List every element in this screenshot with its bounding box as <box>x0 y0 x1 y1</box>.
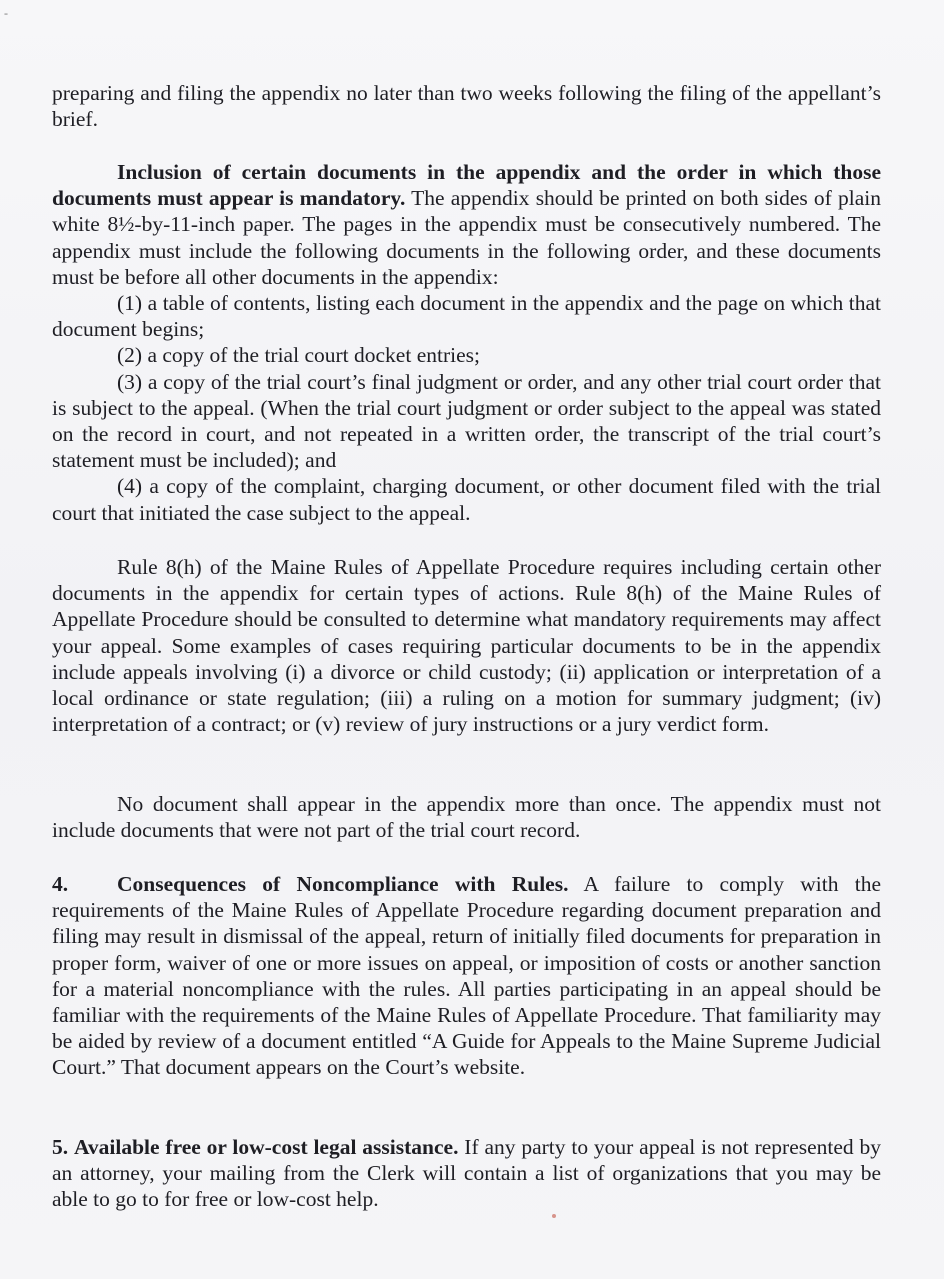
ink-dot <box>552 1214 556 1218</box>
paragraph-no-duplicates <box>52 791 881 843</box>
list-item: (1) a table of contents, listing each document in the appendix and the page on which that document begins; <box>52 291 881 342</box>
paragraph-text: No document shall appear in the appendix more than once. The appendix must not include documents that were not part of the trial court record. <box>52 792 881 843</box>
paragraph-appendix-contents <box>52 159 881 290</box>
paragraph-bold-lead: Inclusion of certain documents in the appendix and the order in which those documents must appear is mandatory. <box>52 160 881 211</box>
paragraph-text: The appendix should be printed on both sides of plain white 8½-by-11-inch paper. The pages in the appendix must be consecutively numbered. The appendix must include the following documents in the following order, and these documents must be before all other documents in the appendix: <box>52 186 881 289</box>
section-4-noncompliance <box>52 871 881 1081</box>
section-heading: Available free or low-cost legal assistance. <box>73 1135 459 1159</box>
scan-mark: - <box>4 6 8 20</box>
list-item: (4) a copy of the complaint, charging document, or other document filed with the trial court that initiated the case subject to the appeal. <box>52 474 881 525</box>
list-item: (2) a copy of the trial court docket entries; <box>117 343 480 368</box>
paragraph-text: Rule 8(h) of the Maine Rules of Appellate Procedure requires including certain other documents in the appendix for certain types of actions. Rule 8(h) of the Maine Rules of Appellate Procedure should be consulted to determine what mandatory requirements may affect your appeal. Some examples of cases requiring particular documents to be in the appendix include appeals involving (i) a divorce or child custody; (ii) application or interpretation of a local ordinance or state regulation; (iii) a ruling on a motion for summary judgment; (iv) interpretation of a contract; or (v) review of jury instructions or a jury verdict form. <box>52 555 881 737</box>
section-text: A failure to comply with the requirements of the Maine Rules of Appellate Procedure regarding document preparation and filing may result in dismissal of the appeal, return of initially filed documents for preparation in proper form, waiver of one or more issues on appeal, or imposition of costs or another sanction for a material noncompliance with the rules. All parties participating in an appeal should be familiar with the requirements of the Maine Rules of Appellate Procedure. That familiarity may be aided by review of a document entitled “A Guide for Appeals to the Maine Supreme Judicial Court.” That document appears on the Court’s website. <box>52 872 881 1080</box>
section-5-legal-assistance <box>52 1134 881 1213</box>
required-documents-list <box>52 290 881 526</box>
paragraph-rule-8h <box>52 554 881 737</box>
section-text: If any party to your appeal is not represented by an attorney, your mailing from the Clerk will contain a list of organizations that you may be able to go to for free or low-cost help. <box>52 1135 882 1212</box>
list-item: (3) a copy of the trial court’s final judgment or order, and any other trial court order that is subject to the appeal. (When the trial court judgment or order subject to the appeal was stated on the record in court, and not repeated in a written order, the transcript of the trial court’s statement must be included); and <box>52 369 881 473</box>
section-number: 5. <box>52 1135 69 1159</box>
section-number: 4. <box>52 872 69 896</box>
section-heading: Consequences of Noncompliance with Rules. <box>117 872 569 896</box>
paragraph-text: preparing and filing the appendix no later than two weeks following the filing of the appellant’s brief. <box>52 81 881 132</box>
paragraph-appendix-deadline <box>52 80 881 132</box>
